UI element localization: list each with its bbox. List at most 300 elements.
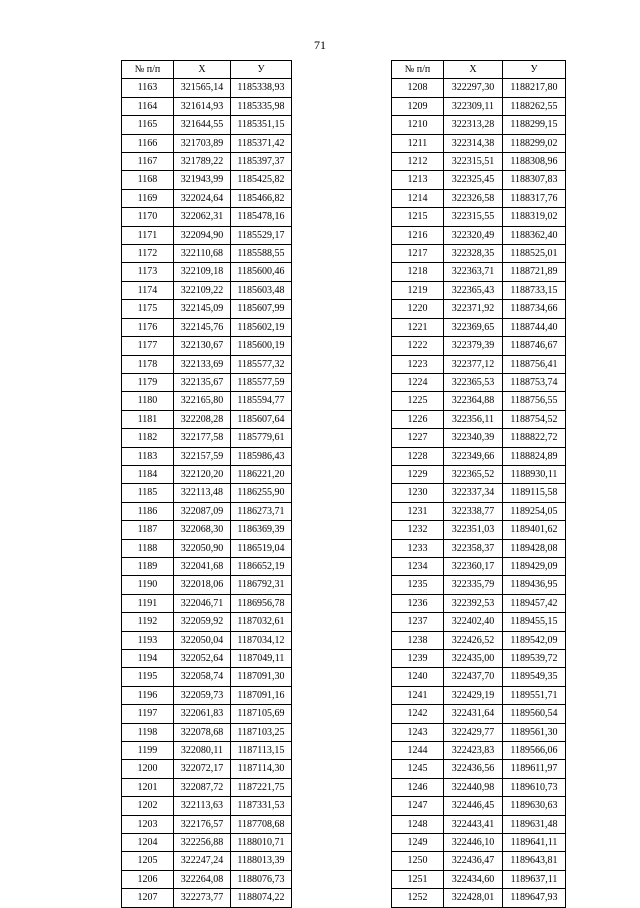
x-coordinate-cell: 322072,17 bbox=[174, 760, 231, 778]
y-coordinate-cell: 1188217,80 bbox=[503, 79, 566, 97]
point-number-cell: 1238 bbox=[392, 631, 444, 649]
point-number-cell: 1235 bbox=[392, 576, 444, 594]
point-number-cell: 1164 bbox=[122, 97, 174, 115]
table-header-row bbox=[122, 61, 292, 79]
x-coordinate-cell: 322436,56 bbox=[444, 760, 503, 778]
point-number-cell: 1187 bbox=[122, 521, 174, 539]
x-coordinate-cell: 322109,22 bbox=[174, 281, 231, 299]
x-coordinate-cell: 322313,28 bbox=[444, 116, 503, 134]
table-row bbox=[122, 318, 292, 336]
header-x: Х bbox=[444, 61, 503, 79]
x-coordinate-cell: 322349,66 bbox=[444, 447, 503, 465]
x-coordinate-cell: 322050,90 bbox=[174, 539, 231, 557]
table-row bbox=[122, 834, 292, 852]
point-number-cell: 1221 bbox=[392, 318, 444, 336]
y-coordinate-cell: 1186369,39 bbox=[231, 521, 292, 539]
x-coordinate-cell: 322440,98 bbox=[444, 778, 503, 796]
y-coordinate-cell: 1186273,71 bbox=[231, 502, 292, 520]
point-number-cell: 1183 bbox=[122, 447, 174, 465]
x-coordinate-cell: 321614,93 bbox=[174, 97, 231, 115]
x-coordinate-cell: 322176,57 bbox=[174, 815, 231, 833]
point-number-cell: 1190 bbox=[122, 576, 174, 594]
y-coordinate-cell: 1188930,11 bbox=[503, 465, 566, 483]
y-coordinate-cell: 1189561,30 bbox=[503, 723, 566, 741]
x-coordinate-cell: 322326,58 bbox=[444, 189, 503, 207]
point-number-cell: 1201 bbox=[122, 778, 174, 796]
point-number-cell: 1224 bbox=[392, 373, 444, 391]
point-number-cell: 1186 bbox=[122, 502, 174, 520]
y-coordinate-cell: 1188734,66 bbox=[503, 300, 566, 318]
table-row bbox=[392, 226, 566, 244]
table-row bbox=[122, 613, 292, 631]
point-number-cell: 1199 bbox=[122, 742, 174, 760]
y-coordinate-cell: 1188262,55 bbox=[503, 97, 566, 115]
point-number-cell: 1198 bbox=[122, 723, 174, 741]
x-coordinate-cell: 322059,92 bbox=[174, 613, 231, 631]
point-number-cell: 1252 bbox=[392, 889, 444, 907]
coordinates-table-left bbox=[121, 60, 292, 908]
y-coordinate-cell: 1187049,11 bbox=[231, 650, 292, 668]
table-row bbox=[392, 539, 566, 557]
point-number-cell: 1236 bbox=[392, 594, 444, 612]
x-coordinate-cell: 322356,11 bbox=[444, 410, 503, 428]
table-row bbox=[122, 337, 292, 355]
x-coordinate-cell: 322437,70 bbox=[444, 668, 503, 686]
x-coordinate-cell: 322157,59 bbox=[174, 447, 231, 465]
point-number-cell: 1223 bbox=[392, 355, 444, 373]
table-row bbox=[122, 226, 292, 244]
x-coordinate-cell: 322247,24 bbox=[174, 852, 231, 870]
x-coordinate-cell: 321703,89 bbox=[174, 134, 231, 152]
table-row bbox=[122, 778, 292, 796]
point-number-cell: 1166 bbox=[122, 134, 174, 152]
x-coordinate-cell: 322434,60 bbox=[444, 870, 503, 888]
point-number-cell: 1251 bbox=[392, 870, 444, 888]
y-coordinate-cell: 1189566,06 bbox=[503, 742, 566, 760]
point-number-cell: 1209 bbox=[392, 97, 444, 115]
x-coordinate-cell: 322087,09 bbox=[174, 502, 231, 520]
x-coordinate-cell: 322062,31 bbox=[174, 208, 231, 226]
table-row bbox=[392, 613, 566, 631]
y-coordinate-cell: 1188074,22 bbox=[231, 889, 292, 907]
table-row bbox=[392, 171, 566, 189]
page-number: 71 bbox=[314, 38, 326, 52]
y-coordinate-cell: 1189436,95 bbox=[503, 576, 566, 594]
header-y: У bbox=[231, 61, 292, 79]
y-coordinate-cell: 1186652,19 bbox=[231, 557, 292, 575]
y-coordinate-cell: 1189254,05 bbox=[503, 502, 566, 520]
y-coordinate-cell: 1188721,89 bbox=[503, 263, 566, 281]
y-coordinate-cell: 1189457,42 bbox=[503, 594, 566, 612]
point-number-cell: 1250 bbox=[392, 852, 444, 870]
table-row bbox=[392, 447, 566, 465]
table-row bbox=[392, 668, 566, 686]
x-coordinate-cell: 322264,08 bbox=[174, 870, 231, 888]
table-row bbox=[122, 410, 292, 428]
point-number-cell: 1168 bbox=[122, 171, 174, 189]
x-coordinate-cell: 322377,12 bbox=[444, 355, 503, 373]
point-number-cell: 1216 bbox=[392, 226, 444, 244]
x-coordinate-cell: 322080,11 bbox=[174, 742, 231, 760]
y-coordinate-cell: 1189115,58 bbox=[503, 484, 566, 502]
y-coordinate-cell: 1185397,37 bbox=[231, 153, 292, 171]
y-coordinate-cell: 1189401,62 bbox=[503, 521, 566, 539]
table-row bbox=[122, 447, 292, 465]
y-coordinate-cell: 1185600,46 bbox=[231, 263, 292, 281]
point-number-cell: 1206 bbox=[122, 870, 174, 888]
point-number-cell: 1196 bbox=[122, 686, 174, 704]
table-row bbox=[392, 318, 566, 336]
x-coordinate-cell: 322365,53 bbox=[444, 373, 503, 391]
point-number-cell: 1200 bbox=[122, 760, 174, 778]
x-coordinate-cell: 322130,67 bbox=[174, 337, 231, 355]
y-coordinate-cell: 1189542,09 bbox=[503, 631, 566, 649]
point-number-cell: 1204 bbox=[122, 834, 174, 852]
table-row bbox=[392, 889, 566, 907]
y-coordinate-cell: 1185338,93 bbox=[231, 79, 292, 97]
y-coordinate-cell: 1187034,12 bbox=[231, 631, 292, 649]
table-row bbox=[122, 686, 292, 704]
x-coordinate-cell: 322364,88 bbox=[444, 392, 503, 410]
table-row bbox=[392, 686, 566, 704]
point-number-cell: 1176 bbox=[122, 318, 174, 336]
point-number-cell: 1207 bbox=[122, 889, 174, 907]
y-coordinate-cell: 1189455,15 bbox=[503, 613, 566, 631]
table-row bbox=[392, 429, 566, 447]
x-coordinate-cell: 322369,65 bbox=[444, 318, 503, 336]
point-number-cell: 1165 bbox=[122, 116, 174, 134]
table-row bbox=[122, 373, 292, 391]
y-coordinate-cell: 1187708,68 bbox=[231, 815, 292, 833]
point-number-cell: 1237 bbox=[392, 613, 444, 631]
table-row bbox=[392, 300, 566, 318]
point-number-cell: 1217 bbox=[392, 245, 444, 263]
point-number-cell: 1178 bbox=[122, 355, 174, 373]
y-coordinate-cell: 1187331,53 bbox=[231, 797, 292, 815]
y-coordinate-cell: 1188307,83 bbox=[503, 171, 566, 189]
y-coordinate-cell: 1189539,72 bbox=[503, 650, 566, 668]
y-coordinate-cell: 1185466,82 bbox=[231, 189, 292, 207]
point-number-cell: 1173 bbox=[122, 263, 174, 281]
table-row bbox=[392, 797, 566, 815]
table-row bbox=[392, 465, 566, 483]
x-coordinate-cell: 322133,69 bbox=[174, 355, 231, 373]
table-row bbox=[122, 797, 292, 815]
y-coordinate-cell: 1188308,96 bbox=[503, 153, 566, 171]
x-coordinate-cell: 322392,53 bbox=[444, 594, 503, 612]
x-coordinate-cell: 322046,71 bbox=[174, 594, 231, 612]
y-coordinate-cell: 1185529,17 bbox=[231, 226, 292, 244]
table-row bbox=[122, 355, 292, 373]
y-coordinate-cell: 1187091,30 bbox=[231, 668, 292, 686]
y-coordinate-cell: 1188317,76 bbox=[503, 189, 566, 207]
y-coordinate-cell: 1185594,77 bbox=[231, 392, 292, 410]
table-row bbox=[392, 502, 566, 520]
y-coordinate-cell: 1185602,19 bbox=[231, 318, 292, 336]
x-coordinate-cell: 322443,41 bbox=[444, 815, 503, 833]
point-number-cell: 1218 bbox=[392, 263, 444, 281]
point-number-cell: 1174 bbox=[122, 281, 174, 299]
point-number-cell: 1167 bbox=[122, 153, 174, 171]
header-number: № п/п bbox=[392, 61, 444, 79]
header-x: Х bbox=[174, 61, 231, 79]
table-row bbox=[392, 594, 566, 612]
x-coordinate-cell: 322297,30 bbox=[444, 79, 503, 97]
table-row bbox=[122, 539, 292, 557]
table-row bbox=[392, 650, 566, 668]
table-row bbox=[392, 631, 566, 649]
y-coordinate-cell: 1186956,78 bbox=[231, 594, 292, 612]
x-coordinate-cell: 322078,68 bbox=[174, 723, 231, 741]
table-row bbox=[392, 778, 566, 796]
y-coordinate-cell: 1188746,67 bbox=[503, 337, 566, 355]
point-number-cell: 1202 bbox=[122, 797, 174, 815]
y-coordinate-cell: 1187105,69 bbox=[231, 705, 292, 723]
point-number-cell: 1212 bbox=[392, 153, 444, 171]
point-number-cell: 1169 bbox=[122, 189, 174, 207]
x-coordinate-cell: 322429,77 bbox=[444, 723, 503, 741]
y-coordinate-cell: 1185603,48 bbox=[231, 281, 292, 299]
point-number-cell: 1240 bbox=[392, 668, 444, 686]
x-coordinate-cell: 322428,01 bbox=[444, 889, 503, 907]
y-coordinate-cell: 1186221,20 bbox=[231, 465, 292, 483]
x-coordinate-cell: 322177,58 bbox=[174, 429, 231, 447]
y-coordinate-cell: 1188822,72 bbox=[503, 429, 566, 447]
table-row bbox=[392, 557, 566, 575]
x-coordinate-cell: 322429,19 bbox=[444, 686, 503, 704]
point-number-cell: 1232 bbox=[392, 521, 444, 539]
table-row bbox=[392, 705, 566, 723]
point-number-cell: 1220 bbox=[392, 300, 444, 318]
table-row bbox=[392, 337, 566, 355]
x-coordinate-cell: 322041,68 bbox=[174, 557, 231, 575]
point-number-cell: 1182 bbox=[122, 429, 174, 447]
y-coordinate-cell: 1189641,11 bbox=[503, 834, 566, 852]
x-coordinate-cell: 322052,64 bbox=[174, 650, 231, 668]
x-coordinate-cell: 322431,64 bbox=[444, 705, 503, 723]
point-number-cell: 1226 bbox=[392, 410, 444, 428]
y-coordinate-cell: 1189643,81 bbox=[503, 852, 566, 870]
header-number: № п/п bbox=[122, 61, 174, 79]
table-row bbox=[122, 79, 292, 97]
x-coordinate-cell: 322208,28 bbox=[174, 410, 231, 428]
x-coordinate-cell: 322335,79 bbox=[444, 576, 503, 594]
point-number-cell: 1230 bbox=[392, 484, 444, 502]
table-row bbox=[122, 502, 292, 520]
table-row bbox=[392, 355, 566, 373]
x-coordinate-cell: 322340,39 bbox=[444, 429, 503, 447]
coordinates-table-right bbox=[391, 60, 566, 908]
x-coordinate-cell: 322061,83 bbox=[174, 705, 231, 723]
y-coordinate-cell: 1189428,08 bbox=[503, 539, 566, 557]
point-number-cell: 1234 bbox=[392, 557, 444, 575]
y-coordinate-cell: 1188753,74 bbox=[503, 373, 566, 391]
table-row bbox=[122, 97, 292, 115]
x-coordinate-cell: 322337,34 bbox=[444, 484, 503, 502]
point-number-cell: 1243 bbox=[392, 723, 444, 741]
point-number-cell: 1193 bbox=[122, 631, 174, 649]
x-coordinate-cell: 322135,67 bbox=[174, 373, 231, 391]
y-coordinate-cell: 1187032,61 bbox=[231, 613, 292, 631]
point-number-cell: 1244 bbox=[392, 742, 444, 760]
y-coordinate-cell: 1185351,15 bbox=[231, 116, 292, 134]
y-coordinate-cell: 1189610,73 bbox=[503, 778, 566, 796]
table-row bbox=[122, 392, 292, 410]
table-row bbox=[392, 576, 566, 594]
table-row bbox=[122, 153, 292, 171]
x-coordinate-cell: 322360,17 bbox=[444, 557, 503, 575]
x-coordinate-cell: 322018,06 bbox=[174, 576, 231, 594]
point-number-cell: 1247 bbox=[392, 797, 444, 815]
x-coordinate-cell: 322145,09 bbox=[174, 300, 231, 318]
point-number-cell: 1175 bbox=[122, 300, 174, 318]
x-coordinate-cell: 322058,74 bbox=[174, 668, 231, 686]
point-number-cell: 1177 bbox=[122, 337, 174, 355]
point-number-cell: 1249 bbox=[392, 834, 444, 852]
y-coordinate-cell: 1185335,98 bbox=[231, 97, 292, 115]
y-coordinate-cell: 1187114,30 bbox=[231, 760, 292, 778]
x-coordinate-cell: 322365,43 bbox=[444, 281, 503, 299]
point-number-cell: 1231 bbox=[392, 502, 444, 520]
y-coordinate-cell: 1185779,61 bbox=[231, 429, 292, 447]
table-row bbox=[392, 484, 566, 502]
x-coordinate-cell: 322110,68 bbox=[174, 245, 231, 263]
table-row bbox=[122, 281, 292, 299]
x-coordinate-cell: 322365,52 bbox=[444, 465, 503, 483]
table-row bbox=[122, 815, 292, 833]
point-number-cell: 1214 bbox=[392, 189, 444, 207]
point-number-cell: 1171 bbox=[122, 226, 174, 244]
table-row bbox=[122, 465, 292, 483]
table-row bbox=[392, 410, 566, 428]
table-row bbox=[122, 760, 292, 778]
table-row bbox=[392, 153, 566, 171]
point-number-cell: 1194 bbox=[122, 650, 174, 668]
y-coordinate-cell: 1189551,71 bbox=[503, 686, 566, 704]
x-coordinate-cell: 322145,76 bbox=[174, 318, 231, 336]
y-coordinate-cell: 1187091,16 bbox=[231, 686, 292, 704]
x-coordinate-cell: 322024,64 bbox=[174, 189, 231, 207]
y-coordinate-cell: 1189611,97 bbox=[503, 760, 566, 778]
point-number-cell: 1163 bbox=[122, 79, 174, 97]
x-coordinate-cell: 321644,55 bbox=[174, 116, 231, 134]
y-coordinate-cell: 1188299,02 bbox=[503, 134, 566, 152]
table-row bbox=[392, 373, 566, 391]
y-coordinate-cell: 1187103,25 bbox=[231, 723, 292, 741]
table-row bbox=[392, 245, 566, 263]
table-header-row bbox=[392, 61, 566, 79]
x-coordinate-cell: 322446,45 bbox=[444, 797, 503, 815]
y-coordinate-cell: 1188733,15 bbox=[503, 281, 566, 299]
y-coordinate-cell: 1188756,41 bbox=[503, 355, 566, 373]
point-number-cell: 1225 bbox=[392, 392, 444, 410]
y-coordinate-cell: 1186255,90 bbox=[231, 484, 292, 502]
table-row bbox=[122, 576, 292, 594]
y-coordinate-cell: 1188824,89 bbox=[503, 447, 566, 465]
point-number-cell: 1242 bbox=[392, 705, 444, 723]
table-row bbox=[122, 245, 292, 263]
x-coordinate-cell: 322402,40 bbox=[444, 613, 503, 631]
point-number-cell: 1172 bbox=[122, 245, 174, 263]
y-coordinate-cell: 1185577,32 bbox=[231, 355, 292, 373]
x-coordinate-cell: 322338,77 bbox=[444, 502, 503, 520]
table-row bbox=[122, 263, 292, 281]
table-row bbox=[122, 429, 292, 447]
table-row bbox=[122, 742, 292, 760]
y-coordinate-cell: 1185607,64 bbox=[231, 410, 292, 428]
x-coordinate-cell: 322094,90 bbox=[174, 226, 231, 244]
y-coordinate-cell: 1185600,19 bbox=[231, 337, 292, 355]
y-coordinate-cell: 1189549,35 bbox=[503, 668, 566, 686]
x-coordinate-cell: 322363,71 bbox=[444, 263, 503, 281]
point-number-cell: 1211 bbox=[392, 134, 444, 152]
point-number-cell: 1189 bbox=[122, 557, 174, 575]
table-row bbox=[392, 79, 566, 97]
point-number-cell: 1208 bbox=[392, 79, 444, 97]
x-coordinate-cell: 322320,49 bbox=[444, 226, 503, 244]
y-coordinate-cell: 1188362,40 bbox=[503, 226, 566, 244]
x-coordinate-cell: 322120,20 bbox=[174, 465, 231, 483]
table-row bbox=[122, 300, 292, 318]
y-coordinate-cell: 1189647,93 bbox=[503, 889, 566, 907]
point-number-cell: 1184 bbox=[122, 465, 174, 483]
x-coordinate-cell: 322068,30 bbox=[174, 521, 231, 539]
y-coordinate-cell: 1188744,40 bbox=[503, 318, 566, 336]
table-row bbox=[122, 557, 292, 575]
table-row bbox=[392, 834, 566, 852]
point-number-cell: 1215 bbox=[392, 208, 444, 226]
y-coordinate-cell: 1188525,01 bbox=[503, 245, 566, 263]
x-coordinate-cell: 322050,04 bbox=[174, 631, 231, 649]
point-number-cell: 1219 bbox=[392, 281, 444, 299]
point-number-cell: 1245 bbox=[392, 760, 444, 778]
y-coordinate-cell: 1185577,59 bbox=[231, 373, 292, 391]
table-row bbox=[122, 870, 292, 888]
y-coordinate-cell: 1189631,48 bbox=[503, 815, 566, 833]
table-row bbox=[122, 852, 292, 870]
table-row bbox=[122, 484, 292, 502]
y-coordinate-cell: 1187113,15 bbox=[231, 742, 292, 760]
y-coordinate-cell: 1185607,99 bbox=[231, 300, 292, 318]
table-row bbox=[122, 116, 292, 134]
table-row bbox=[122, 631, 292, 649]
point-number-cell: 1233 bbox=[392, 539, 444, 557]
x-coordinate-cell: 322087,72 bbox=[174, 778, 231, 796]
table-row bbox=[392, 870, 566, 888]
y-coordinate-cell: 1188299,15 bbox=[503, 116, 566, 134]
point-number-cell: 1197 bbox=[122, 705, 174, 723]
y-coordinate-cell: 1189560,54 bbox=[503, 705, 566, 723]
x-coordinate-cell: 322165,80 bbox=[174, 392, 231, 410]
x-coordinate-cell: 322314,38 bbox=[444, 134, 503, 152]
y-coordinate-cell: 1185425,82 bbox=[231, 171, 292, 189]
x-coordinate-cell: 322059,73 bbox=[174, 686, 231, 704]
y-coordinate-cell: 1189429,09 bbox=[503, 557, 566, 575]
table-row bbox=[392, 521, 566, 539]
table-row bbox=[392, 189, 566, 207]
x-coordinate-cell: 322435,00 bbox=[444, 650, 503, 668]
table-row bbox=[392, 208, 566, 226]
x-coordinate-cell: 322315,51 bbox=[444, 153, 503, 171]
x-coordinate-cell: 322436,47 bbox=[444, 852, 503, 870]
table-row bbox=[122, 705, 292, 723]
table-row bbox=[392, 723, 566, 741]
y-coordinate-cell: 1185986,43 bbox=[231, 447, 292, 465]
point-number-cell: 1188 bbox=[122, 539, 174, 557]
table-row bbox=[122, 723, 292, 741]
table-row bbox=[392, 97, 566, 115]
x-coordinate-cell: 322256,88 bbox=[174, 834, 231, 852]
